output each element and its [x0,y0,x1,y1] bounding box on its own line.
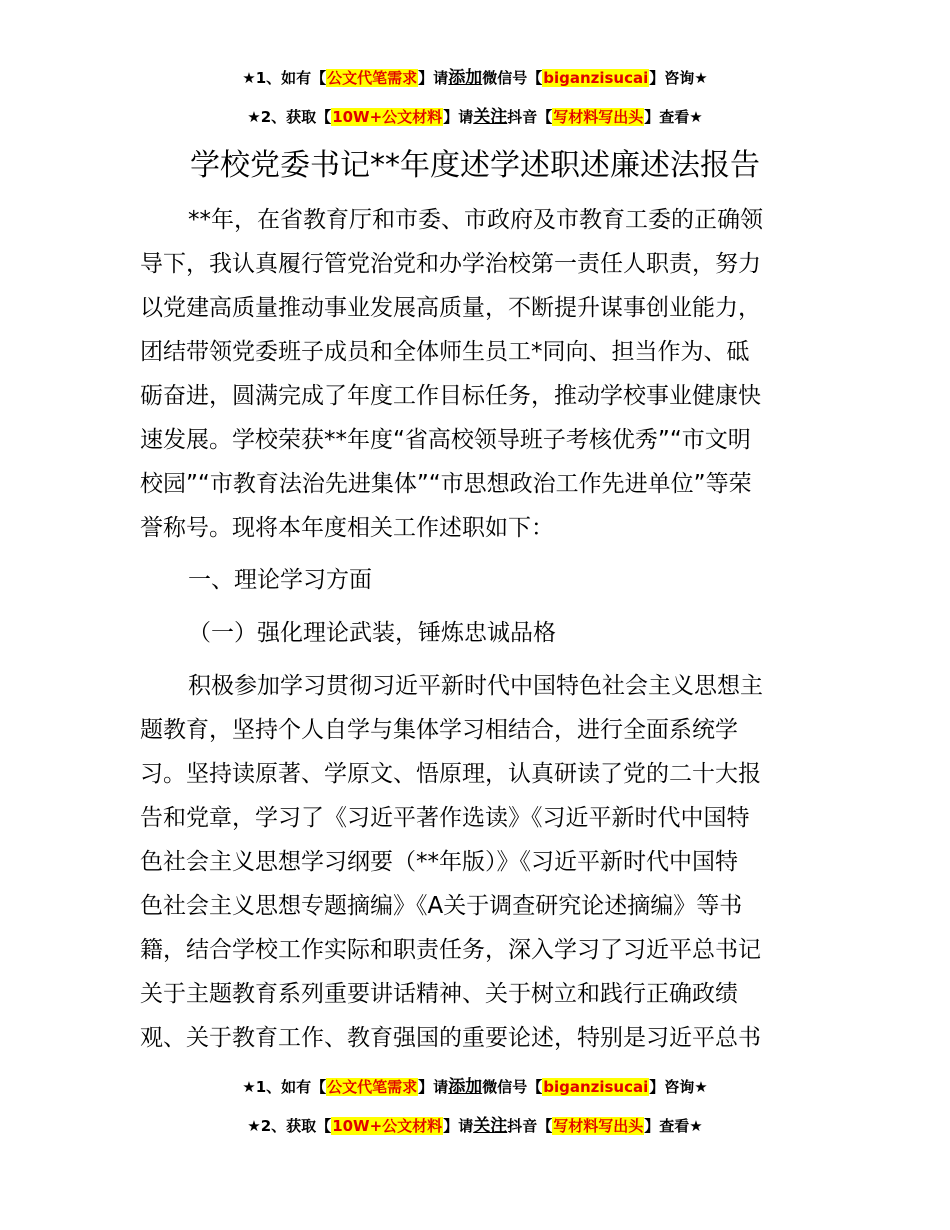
banner-emphasis: 关注 [473,1116,508,1136]
banner-emphasis: 添加 [448,68,483,88]
banner-suffix: 】咨询★ [649,69,708,87]
banner-text: 微信号【 [482,1078,543,1096]
service-highlight: 公文代笔需求 [327,1078,418,1096]
paragraph-line: 色社会主义思想专题摘编》《A关于调查研究论述摘编》等书 [140,893,743,919]
paragraph-line: 积极参加学习贯彻习近平新时代中国特色社会主义思想主 [188,673,763,699]
banner-suffix: 】查看★ [644,1117,703,1135]
materials-highlight: 10W+公文材料 [332,108,443,126]
paragraph-line: 习。坚持读原著、学原文、悟原理，认真研读了党的二十大报 [140,761,761,787]
document-title: 学校党委书记**年度述学述职述廉述法报告 [190,148,760,183]
top-banner-line-1 [0,68,950,88]
paragraph-line: 籍，结合学校工作实际和职责任务，深入学习了习近平总书记 [140,937,761,963]
top-banner-line-2 [0,107,950,127]
paragraph-line: 告和党章，学习了《习近平著作选读》《习近平新时代中国特 [140,805,750,831]
bottom-banner-line-1 [0,1077,950,1097]
subsection-heading-text: （一）强化理论武装，锤炼忠诚品格 [188,620,556,646]
banner-prefix: ★2、获取【 [247,1117,332,1135]
banner-text: 微信号【 [482,69,543,87]
service-highlight: 公文代笔需求 [327,69,418,87]
bottom-banner-line-2 [0,1116,950,1136]
douyin-id-highlight: 写材料写出头 [553,1117,644,1135]
banner-emphasis: 添加 [448,1077,483,1097]
douyin-id-highlight: 写材料写出头 [553,108,644,126]
paragraph-line: 关于主题教育系列重要讲话精神、关于树立和践行正确政绩 [140,981,738,1007]
subsection-heading [140,611,812,655]
banner-prefix: ★2、获取【 [247,108,332,126]
paragraph-line: 观、关于教育工作、教育强国的重要论述，特别是习近平总书 [140,1025,761,1051]
banner-text: 】请 [443,108,474,126]
banner-prefix: ★1、如有【 [242,1078,327,1096]
paragraph-line: 以党建高质量推动事业发展高质量，不断提升谋事创业能力， [140,295,761,321]
banner-suffix: 】咨询★ [649,1078,708,1096]
paragraph-line: 砺奋进，圆满完成了年度工作目标任务，推动学校事业健康快 [140,383,761,409]
banner-emphasis: 关注 [473,107,508,127]
banner-text: 】请 [443,1117,474,1135]
banner-text: 】请 [418,1078,449,1096]
paragraph-line: 题教育，坚持个人自学与集体学习相结合，进行全面系统学 [140,717,738,743]
paragraph-line: 校园”“市教育法治先进集体”“市思想政治工作先进单位”等荣 [140,471,752,497]
paragraph-line: 导下，我认真履行管党治党和办学治校第一责任人职责，努力 [140,251,761,277]
section-heading [140,558,812,602]
banner-text: 】请 [418,69,449,87]
paragraph-line: 誉称号。现将本年度相关工作述职如下： [140,515,554,541]
wechat-id-highlight: biganzisucai [543,1078,649,1096]
intro-paragraph [140,198,812,550]
paragraph-line: 团结带领党委班子成员和全体师生员工*同向、担当作为、砥 [140,339,750,365]
banner-suffix: 】查看★ [644,108,703,126]
banner-prefix: ★1、如有【 [242,69,327,87]
body-paragraph [140,664,812,1060]
section-heading-text: 一、理论学习方面 [188,567,372,593]
paragraph-line: 速发展。学校荣获**年度“省高校领导班子考核优秀”“市文明 [140,427,751,453]
wechat-id-highlight: biganzisucai [543,69,649,87]
banner-text: 抖音【 [507,1117,553,1135]
banner-text: 抖音【 [507,108,553,126]
materials-highlight: 10W+公文材料 [332,1117,443,1135]
paragraph-line: 色社会主义思想学习纲要（**年版）》《习近平新时代中国特 [140,849,738,875]
paragraph-line: **年，在省教育厅和市委、市政府及市教育工委的正确领 [188,207,763,233]
